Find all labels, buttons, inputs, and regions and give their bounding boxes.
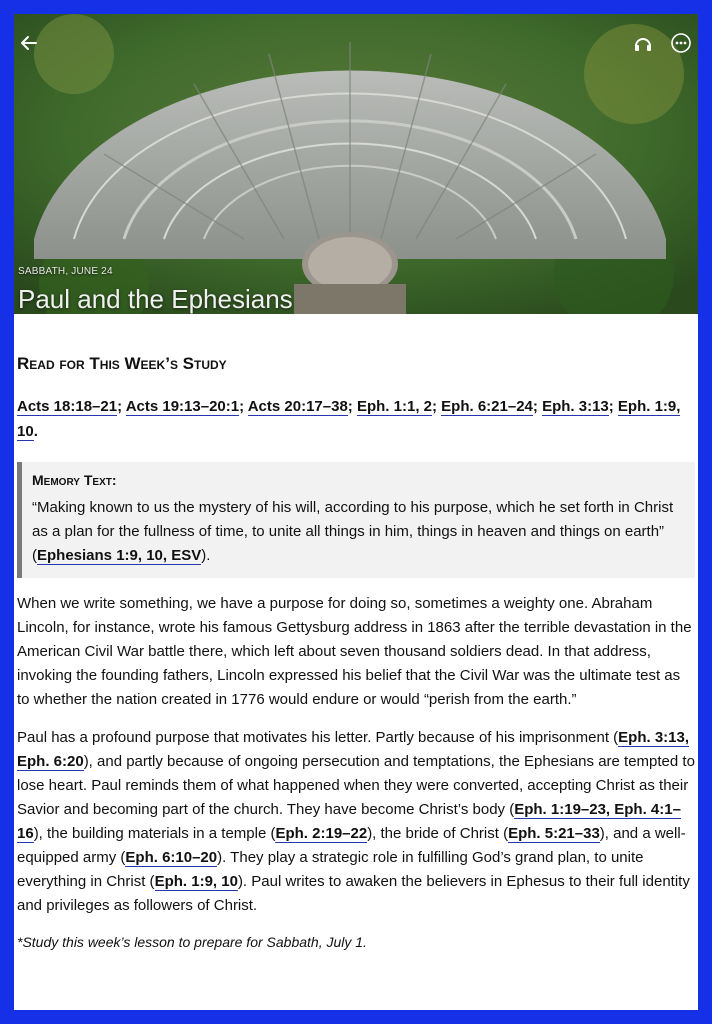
ref-separator: ; (347, 398, 357, 415)
scripture-link[interactable]: Ephesians 1:9, 10, ESV (37, 547, 202, 564)
scripture-link[interactable]: Acts 20:17–38 (247, 398, 348, 415)
memory-end: ). (201, 547, 211, 564)
scripture-link[interactable]: Eph. 1:19–23, Eph. 4:1–16 (17, 801, 681, 842)
lesson-page (14, 14, 698, 1010)
ref-separator: ; (608, 398, 618, 415)
scripture-link[interactable]: Eph. 3:13, Eph. 6:20 (17, 729, 690, 770)
paragraph-text: Paul has a profound purpose that motivates his letter. Partly because of his imprisonment ( (17, 729, 619, 746)
paragraph-text: ), and partly because of ongoing persecution and temptations, the Ephesians are tempted to lose heart. Paul reminds them of what happened when they were converted, accepting Christ as their Savior and becoming part of the church. They have become Christ’s body ( (17, 753, 695, 818)
scripture-link[interactable]: Eph. 1:9, 10 (17, 398, 681, 440)
ref-end: . (33, 423, 38, 440)
hero-toolbar (14, 32, 698, 56)
scripture-link[interactable]: Eph. 6:21–24 (441, 398, 533, 415)
paragraph-2 (17, 726, 695, 918)
scripture-link[interactable]: Eph. 3:13 (542, 398, 609, 415)
amphitheater-image (14, 14, 698, 314)
paragraph-1: When we write something, we have a purpose for doing so, sometimes a weighty one. Abraham Lincoln, for instance, wrote his famous Gettysburg address in 1863 after the terrible devastation in the American Civil War battle there, which left about seven thousand soldiers dead. In that address, invoking the founding fathers, Lincoln expressed his belief that the Civil War was the ultimate test as to whether the nation created in 1776 would endure or would “perish from the earth.” (17, 595, 692, 708)
scripture-link[interactable]: Acts 19:13–20:1 (125, 398, 240, 415)
scripture-link[interactable]: Eph. 6:10–20 (125, 849, 218, 866)
lesson-date: SABBATH, JUNE 24 (18, 266, 113, 277)
ref-separator: ; (432, 398, 442, 415)
scripture-link[interactable]: Eph. 5:21–33 (508, 825, 600, 842)
scripture-link[interactable]: Acts 18:18–21 (17, 398, 118, 415)
paragraph-text: ). They play a strategic role in fulfilling God’s grand plan, to unite everything in Christ ( (17, 849, 644, 890)
ref-separator: ; (532, 398, 543, 415)
arrow-left-icon[interactable] (18, 32, 40, 54)
memory-text-box (17, 462, 695, 578)
ref-separator: ; (117, 398, 126, 415)
paragraph-text: ), and a well-equipped army ( (17, 825, 686, 866)
hero-image (14, 14, 698, 314)
memory-text-body (32, 496, 681, 568)
reading-references (17, 394, 695, 444)
paragraph-text: ). Paul writes to awaken the believers in Ephesus to their full identity and privileges as followers of Christ. (17, 873, 690, 914)
more-icon[interactable] (670, 32, 692, 54)
scripture-link[interactable]: Eph. 2:19–22 (275, 825, 368, 842)
footnote: *Study this week’s lesson to prepare for Sabbath, July 1. (17, 934, 367, 950)
paragraph-text: ), the bride of Christ ( (367, 825, 509, 842)
headphones-icon[interactable] (632, 32, 654, 54)
lesson-title: Paul and the Ephesians (18, 284, 293, 314)
scripture-link[interactable]: Eph. 1:1, 2 (356, 398, 432, 415)
memory-text-title: Memory Text: (32, 472, 117, 488)
paragraph-text: ), the building materials in a temple ( (33, 825, 276, 842)
memory-verse: “Making known to us the mystery of his will, according to his purpose, which he set forth in Christ as a plan for the fullness of time, to unite all things in him, things in heaven and things on earth” ( (32, 499, 674, 564)
lesson-content (14, 354, 698, 950)
scripture-link[interactable]: Eph. 1:9, 10 (154, 873, 238, 890)
read-section-title: Read for This Week’s Study (17, 354, 227, 373)
ref-separator: ; (239, 398, 248, 415)
